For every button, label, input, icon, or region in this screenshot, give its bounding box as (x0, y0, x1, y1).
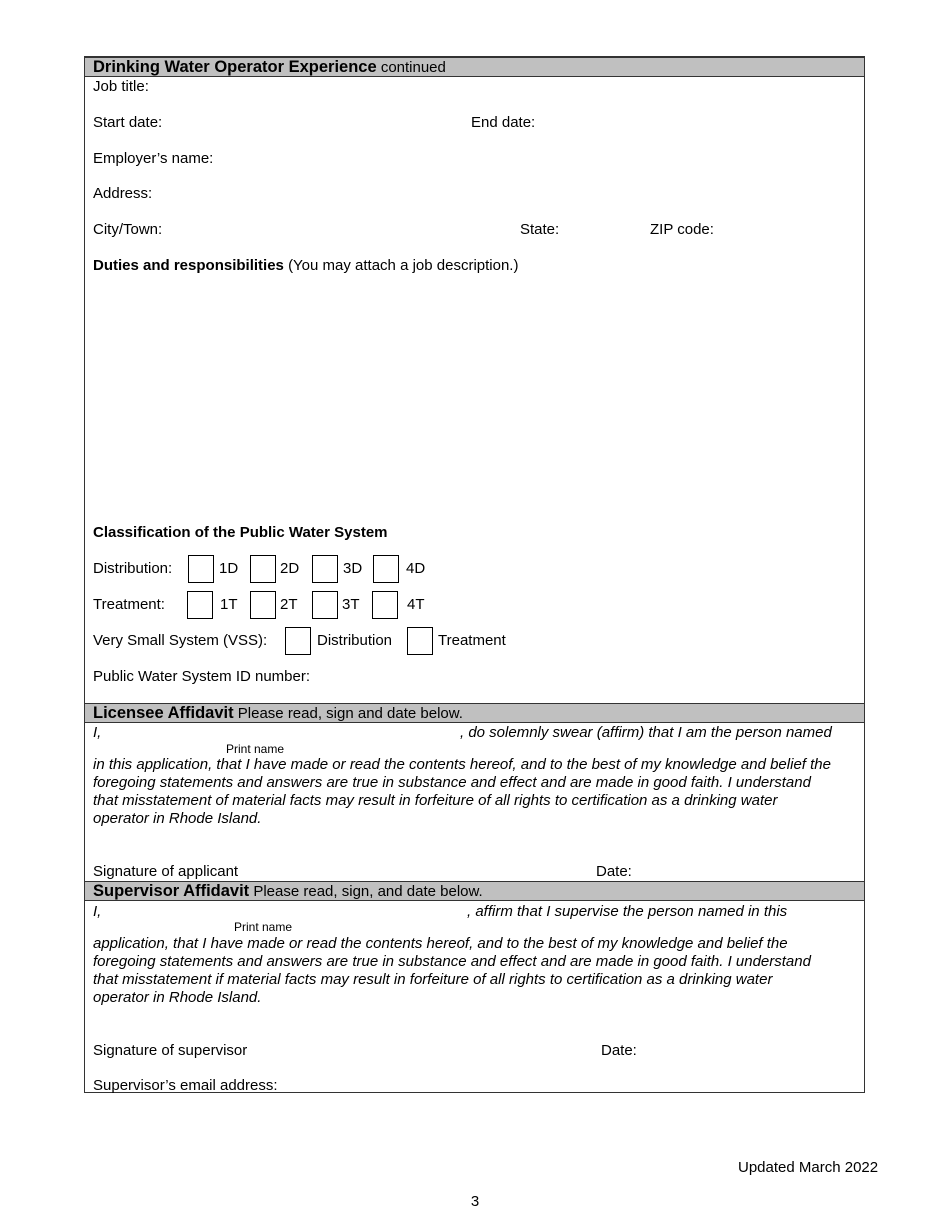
licensee-print-name-caption: Print name (226, 742, 285, 756)
vss-treatment-label: Treatment (438, 632, 506, 649)
licensee-affidavit-text (93, 756, 861, 828)
experience-header-suffix: continued (380, 59, 446, 76)
start-date-label: Start date: (93, 114, 163, 131)
treatment-label: Treatment: (93, 596, 165, 613)
licensee-text-line: in this application, that I have made or read the contents hereof, and to the best of my knowledge and belief the (93, 756, 831, 773)
checkbox-4t[interactable] (372, 591, 398, 619)
checkbox-vss-treatment[interactable] (407, 627, 433, 655)
supervisor-i-label: I, (93, 903, 102, 920)
page-number: 3 (470, 1193, 480, 1210)
checkbox-3d[interactable] (312, 555, 338, 583)
supervisor-affirm-text: , affirm that I supervise the person named in this (467, 903, 788, 920)
state-label: State: (520, 221, 560, 238)
supervisor-text-line: operator in Rhode Island. (93, 989, 262, 1006)
licensee-header-suffix: Please read, sign and date below. (237, 705, 463, 722)
supervisor-email-label: Supervisor’s email address: (93, 1077, 278, 1094)
supervisor-header-title: Supervisor Affidavit (93, 882, 250, 900)
employer-name-label: Employer’s name: (93, 150, 214, 167)
option-4t-label: 4T (407, 596, 425, 613)
checkbox-1t[interactable] (187, 591, 213, 619)
applicant-signature-label: Signature of applicant (93, 863, 239, 880)
classification-title: Classification of the Public Water System (93, 524, 388, 541)
supervisor-text-line: that misstatement if material facts may result in forfeiture of all rights to certification as a drinking water (93, 971, 773, 988)
supervisor-print-name-caption: Print name (234, 920, 293, 934)
option-1t-label: 1T (220, 596, 238, 613)
licensee-text-line: foregoing statements and answers are true in substance and effect and are made in good faith. I understand (93, 774, 811, 791)
duties-note: (You may attach a job description.) (288, 257, 519, 274)
option-2d-label: 2D (280, 560, 300, 577)
option-1d-label: 1D (219, 560, 239, 577)
vss-distribution-label: Distribution (317, 632, 393, 649)
licensee-swear-text: , do solemnly swear (affirm) that I am the person named (460, 724, 832, 741)
supervisor-signature-label: Signature of supervisor (93, 1042, 248, 1059)
option-2t-label: 2T (280, 596, 298, 613)
zip-code-label: ZIP code: (650, 221, 714, 238)
checkbox-1d[interactable] (188, 555, 214, 583)
experience-header-title: Drinking Water Operator Experience (93, 58, 377, 76)
licensee-i-label: I, (93, 724, 102, 741)
licensee-header-title: Licensee Affidavit (93, 704, 234, 722)
pws-id-label: Public Water System ID number: (93, 668, 311, 685)
duties-title: Duties and responsibilities (93, 257, 284, 274)
licensee-text-line: that misstatement of material facts may result in forfeiture of all rights to certification as a drinking water (93, 792, 778, 809)
supervisor-text-line: foregoing statements and answers are true in substance and effect and are made in good faith. I understand (93, 953, 811, 970)
applicant-date-label: Date: (596, 863, 632, 880)
city-town-label: City/Town: (93, 221, 163, 238)
end-date-label: End date: (471, 114, 536, 131)
checkbox-vss-distribution[interactable] (285, 627, 311, 655)
updated-date: Updated March 2022 (738, 1159, 879, 1176)
checkbox-3t[interactable] (312, 591, 338, 619)
licensee-text-line: operator in Rhode Island. (93, 810, 262, 827)
checkbox-2t[interactable] (250, 591, 276, 619)
supervisor-text-line: application, that I have made or read the contents hereof, and to the best of my knowledge and belief the (93, 935, 788, 952)
licensee-section-header (85, 703, 864, 723)
duties-heading (93, 257, 518, 275)
distribution-label: Distribution: (93, 560, 173, 577)
supervisor-header-suffix: Please read, sign, and date below. (253, 883, 483, 900)
job-title-label: Job title: (93, 78, 149, 95)
option-3t-label: 3T (342, 596, 360, 613)
checkbox-4d[interactable] (373, 555, 399, 583)
experience-section-header (85, 57, 864, 77)
supervisor-date-label: Date: (601, 1042, 637, 1059)
checkbox-2d[interactable] (250, 555, 276, 583)
option-3d-label: 3D (343, 560, 363, 577)
supervisor-section-header (85, 881, 864, 901)
application-form (84, 56, 865, 1093)
vss-label: Very Small System (VSS): (93, 632, 268, 649)
supervisor-affidavit-text (93, 935, 861, 1007)
option-4d-label: 4D (406, 560, 426, 577)
address-label: Address: (93, 185, 153, 202)
